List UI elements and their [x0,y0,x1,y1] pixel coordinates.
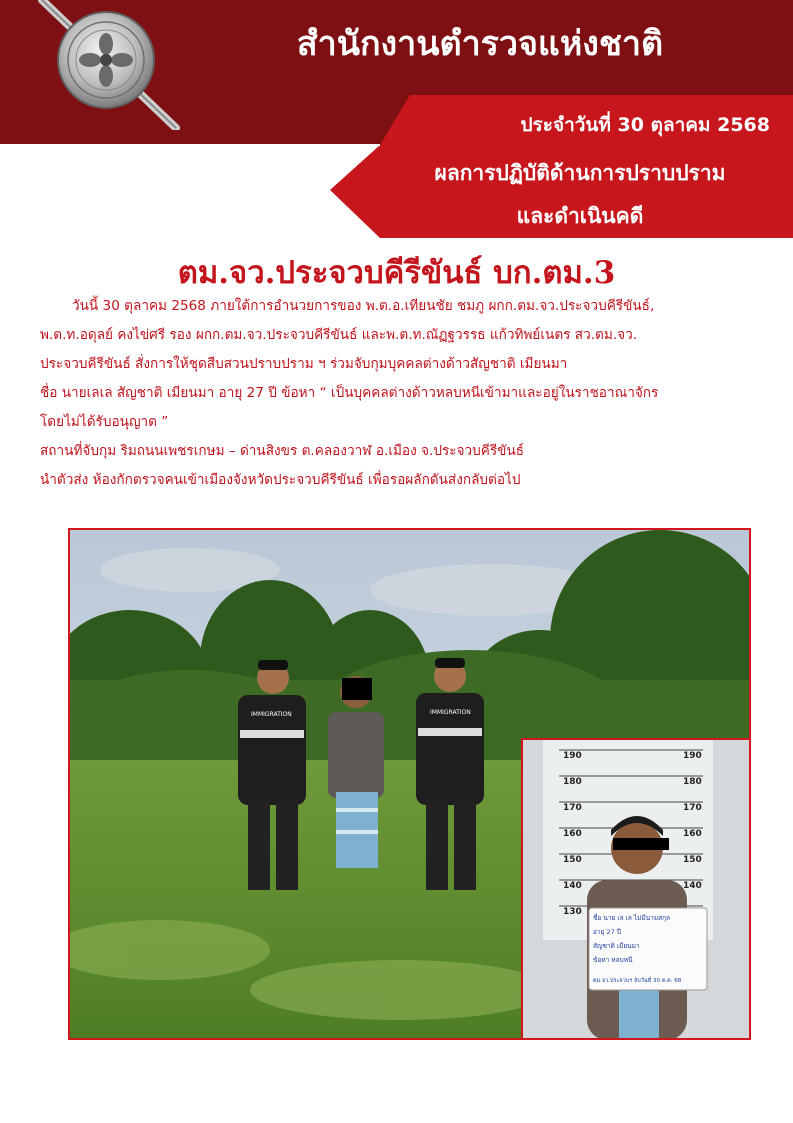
height-mark-150-right: 150 [683,855,702,865]
height-mark-130-left: 130 [563,907,582,917]
height-mark-180-left: 180 [563,777,582,787]
body-line-1: วันนี้ 30 ตุลาคม 2568 ภายใต้การอำนวยการของ พ.ต.อ.เทียนชัย ชมภู ผกก.ตม.จว.ประจวบคีรีขันธ์, [72,298,655,314]
board-line-3: สัญชาติ เมียนมา [593,942,640,950]
unit-title: ตม.จว.ประจวบคีรีขันธ์ บก.ตม.3 [177,255,616,291]
height-mark-160-left: 160 [563,829,582,839]
body-line-3: ประจวบคีรีขันธ์ สั่งการให้ชุดสืบสวนปราบปราม ฯ ร่วมจับกุมบุคคลต่างด้าวสัญชาติ เมียนมา [40,356,568,372]
report-body [40,292,762,495]
agency-title: สำนักงานตำรวจแห่งชาติ [296,24,664,64]
identification-board [589,908,707,990]
board-line-4: ข้อหา หลบหนี [593,956,633,964]
height-mark-180-right: 180 [683,777,702,787]
report-date: ประจำวันที่ 30 ตุลาคม 2568 [520,114,770,136]
height-mark-140-right: 140 [683,881,702,891]
body-line-2: พ.ต.ท.อดุลย์ คงไข่ศรี รอง ผกก.ตม.จว.ประจวบคีรีขันธ์ และพ.ต.ท.ณัฏฐวรรธ แก้วทิพย์เนตร สว.ตม.จว. [40,327,638,343]
mugshot-photo [521,738,751,1040]
height-mark-140-left: 140 [563,881,582,891]
body-line-7: นำตัวส่ง ห้องกักตรวจคนเข้าเมืองจังหวัดประจวบคีรีขันธ์ เพื่อรอผลักดันส่งกลับต่อไป [40,472,521,488]
board-line-1: ชื่อ นาย เล เล ไม่มีนามสกุล [593,914,670,922]
body-line-5: โดยไม่ได้รับอนุญาต ” [40,414,169,430]
section-title-line2: และดำเนินคดี [516,204,644,228]
height-mark-190-left: 190 [563,751,582,761]
height-mark-160-right: 160 [683,829,702,839]
height-mark-150-left: 150 [563,855,582,865]
uniform-badge-right: IMMIGRATION [430,709,471,716]
board-line-5: ตม.จว.ประจวบฯ จับวันที่ 30 ต.ค. 68 [593,978,682,984]
height-mark-170-left: 170 [563,803,582,813]
uniform-badge-left: IMMIGRATION [251,711,292,718]
height-mark-170-right: 170 [683,803,702,813]
body-line-4: ชื่อ นายเลเล สัญชาติ เมียนมา อายุ 27 ปี ข้อหา “ เป็นบุคคลต่างด้าวหลบหนีเข้ามาและอยู่ในราชอาณาจักร [40,385,659,401]
section-title-line1: ผลการปฏิบัติด้านการปราบปราม [434,161,726,185]
police-seal-logo [18,0,198,130]
height-mark-190-right: 190 [683,751,702,761]
body-line-6: สถานที่จับกุม ริมถนนเพชรเกษม – ด่านสิงขร ต.คลองวาฬ อ.เมือง จ.ประจวบคีรีขันธ์ [40,443,525,459]
board-line-2: อายุ 27 ปี [593,928,621,936]
